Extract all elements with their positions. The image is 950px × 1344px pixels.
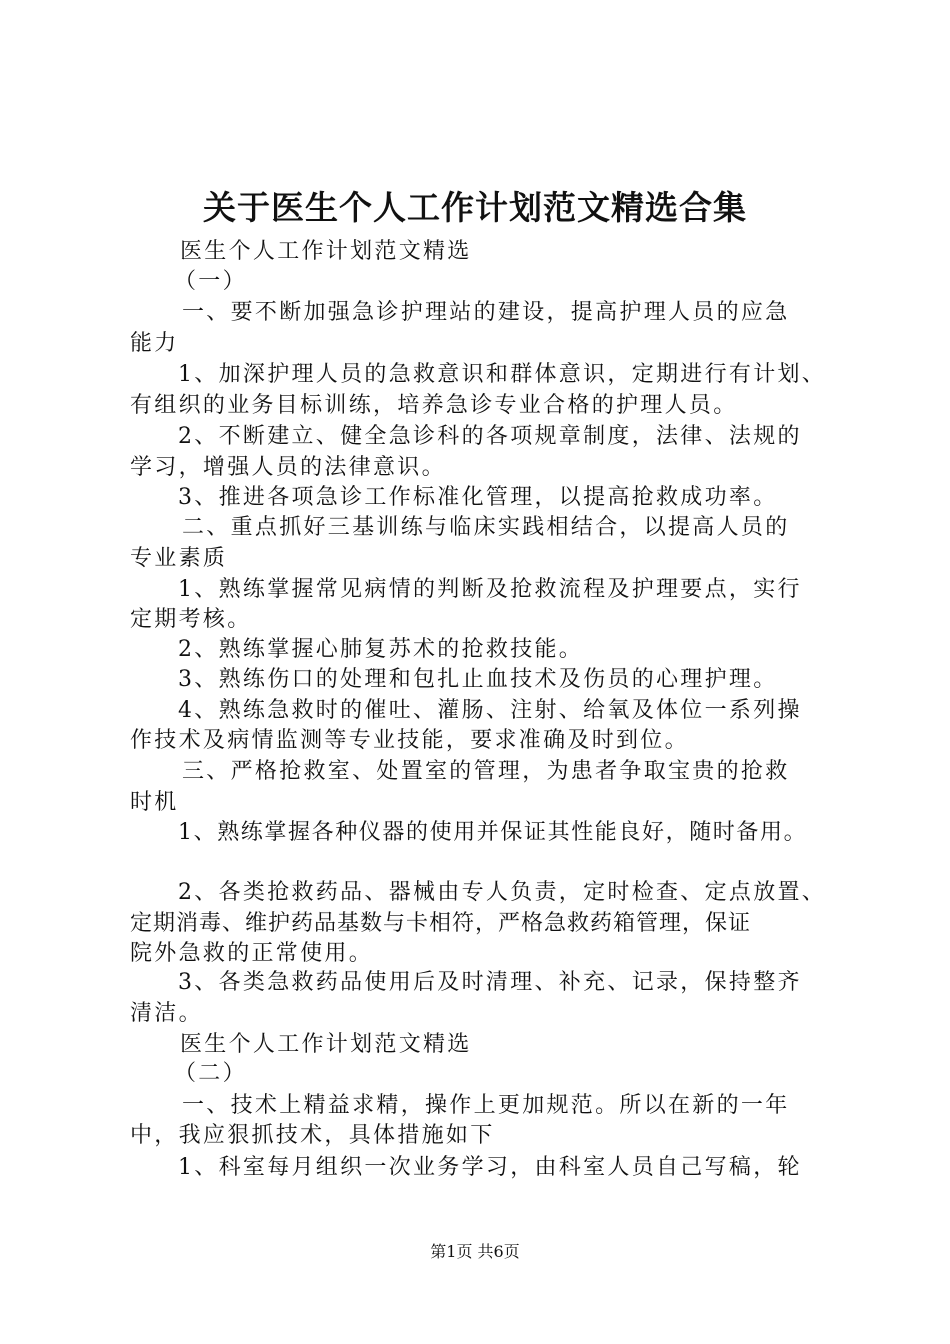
paragraph-line: 学习，增强人员的法律意识。 [130, 455, 446, 480]
section-number: （一） [174, 269, 247, 294]
paragraph-line: 3、熟练伤口的处理和包扎止血技术及伤员的心理护理。 [178, 667, 778, 692]
section-heading: 医生个人工作计划范文精选 [180, 239, 472, 264]
paragraph-line: 1、熟练掌握常见病情的判断及抢救流程及护理要点，实行 [178, 577, 802, 602]
paragraph-line: 作技术及病情监测等专业技能，要求准确及时到位。 [130, 728, 689, 753]
paragraph-line: 2、不断建立、健全急诊科的各项规章制度，法律、法规的 [178, 424, 802, 449]
paragraph-line: 1、加深护理人员的急救意识和群体意识，定期进行有计划、 [178, 362, 827, 387]
paragraph-line: 2、熟练掌握心肺复苏术的抢救技能。 [178, 637, 584, 662]
paragraph-line: 三、严格抢救室、处置室的管理，为患者争取宝贵的抢救 [182, 759, 790, 784]
paragraph-line: 2、各类抢救药品、器械由专人负责，定时检查、定点放置、 [178, 880, 827, 905]
paragraph-line: 1、科室每月组织一次业务学习，由科室人员自己写稿，轮 [178, 1155, 802, 1180]
paragraph-line: 有组织的业务目标训练，培养急诊专业合格的护理人员。 [130, 393, 738, 418]
document-title: 关于医生个人工作计划范文精选合集 [203, 188, 747, 227]
paragraph-line: 能力 [130, 331, 179, 356]
paragraph-line: 4、熟练急救时的催吐、灌肠、注射、给氧及体位一系列操 [178, 698, 802, 723]
page-footer: 第1页 共6页 [430, 1242, 520, 1261]
paragraph-line: 定期考核。 [130, 607, 252, 632]
paragraph-line: 时机 [130, 790, 179, 815]
paragraph-line: 专业素质 [130, 546, 228, 571]
section-heading: 医生个人工作计划范文精选 [180, 1032, 472, 1057]
paragraph-line: 3、推进各项急诊工作标准化管理，以提高抢救成功率。 [178, 485, 778, 510]
paragraph-line: 清洁。 [130, 1001, 203, 1026]
paragraph-line: 中，我应狠抓技术，具体措施如下 [130, 1123, 495, 1148]
paragraph-line: 院外急救的正常使用。 [130, 941, 374, 966]
paragraph-line: 3、各类急救药品使用后及时清理、补充、记录，保持整齐 [178, 970, 802, 995]
paragraph-line: 定期消毒、维护药品基数与卡相符，严格急救药箱管理，保证 [130, 911, 752, 936]
paragraph-line: 1、熟练掌握各种仪器的使用并保证其性能良好，随时备用。 [178, 820, 808, 845]
section-number: （二） [174, 1061, 247, 1086]
paragraph-line: 一、要不断加强急诊护理站的建设，提高护理人员的应急 [182, 300, 790, 325]
paragraph-line: 一、技术上精益求精，操作上更加规范。所以在新的一年 [182, 1093, 790, 1118]
paragraph-line: 二、重点抓好三基训练与临床实践相结合，以提高人员的 [182, 515, 790, 540]
